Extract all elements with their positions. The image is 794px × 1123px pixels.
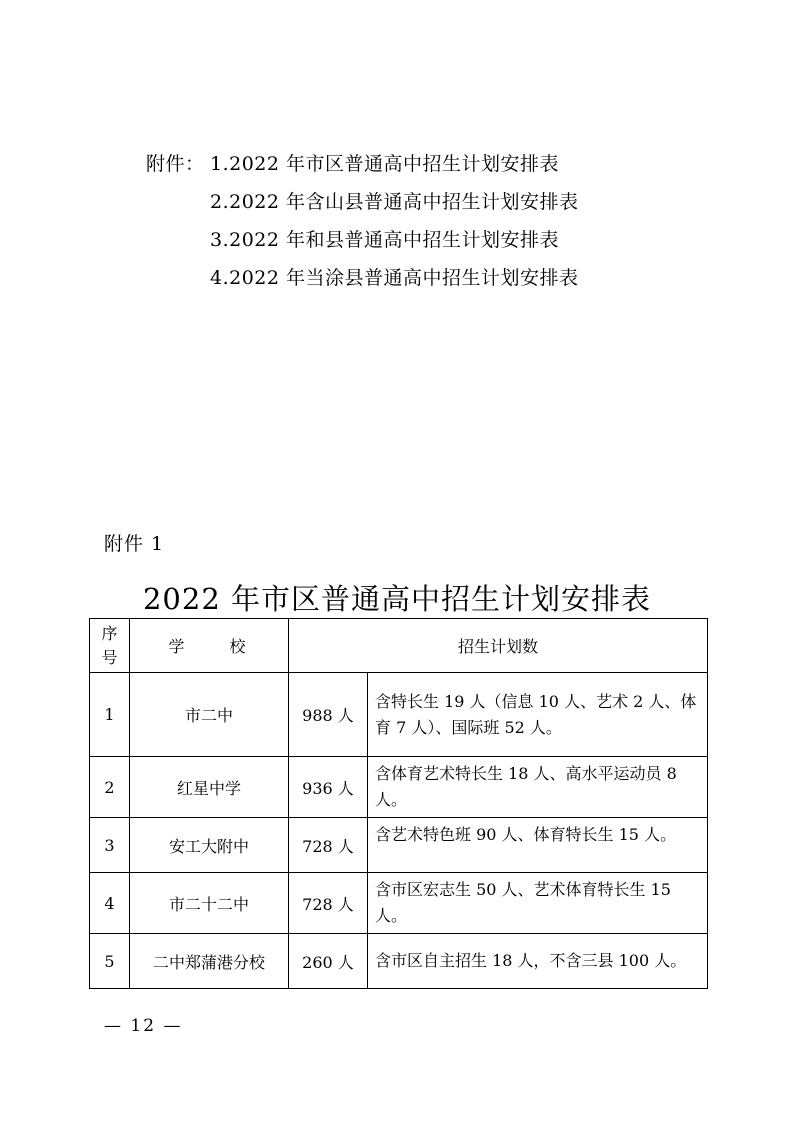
row-index: 3 <box>90 818 130 873</box>
row-index: 5 <box>90 934 130 989</box>
row-note: 含市区自主招生 18 人，不含三县 100 人。 <box>368 934 708 989</box>
attachment-prefix: 附件： <box>146 153 205 175</box>
table-title: 2022 年市区普通高中招生计划安排表 <box>142 582 652 616</box>
header-plan: 招生计划数 <box>289 619 708 673</box>
enrollment-plan-table <box>89 618 708 989</box>
table-row <box>90 818 708 873</box>
header-index <box>90 619 130 673</box>
row-note: 含市区宏志生 50 人、艺术体育特长生 15 人。 <box>368 873 708 934</box>
row-note: 含体育艺术特长生 18 人、高水平运动员 8 人。 <box>368 757 708 818</box>
row-school: 二中郑蒲港分校 <box>130 934 289 989</box>
page-number: — 12 — <box>104 1016 183 1036</box>
header-school: 学 校 <box>130 619 289 673</box>
annex-label: 附件 1 <box>104 533 165 555</box>
header-index-line2: 号 <box>101 647 118 667</box>
table-row <box>90 757 708 818</box>
attachment-item: 3.2022 年和县普通高中招生计划安排表 <box>210 229 560 251</box>
row-school: 市二中 <box>130 673 289 757</box>
row-school: 安工大附中 <box>130 818 289 873</box>
row-count: 988 人 <box>289 673 368 757</box>
table-row <box>90 934 708 989</box>
table-row <box>90 873 708 934</box>
attachment-item: 1.2022 年市区普通高中招生计划安排表 <box>210 153 560 175</box>
row-school: 市二十二中 <box>130 873 289 934</box>
row-count: 260 人 <box>289 934 368 989</box>
row-note: 含特长生 19 人（信息 10 人、艺术 2 人、体育 7 人）、国际班 52 人。 <box>368 673 708 757</box>
row-count: 728 人 <box>289 818 368 873</box>
header-index-line1: 序 <box>101 623 118 643</box>
row-count: 936 人 <box>289 757 368 818</box>
table-row <box>90 673 708 757</box>
row-index: 2 <box>90 757 130 818</box>
row-count: 728 人 <box>289 873 368 934</box>
attachment-item: 2.2022 年含山县普通高中招生计划安排表 <box>210 191 579 213</box>
attachment-item: 4.2022 年当涂县普通高中招生计划安排表 <box>210 267 579 289</box>
table-header-row <box>90 619 708 673</box>
row-school: 红星中学 <box>130 757 289 818</box>
row-note: 含艺术特色班 90 人、体育特长生 15 人。 <box>368 818 708 873</box>
row-index: 1 <box>90 673 130 757</box>
row-index: 4 <box>90 873 130 934</box>
